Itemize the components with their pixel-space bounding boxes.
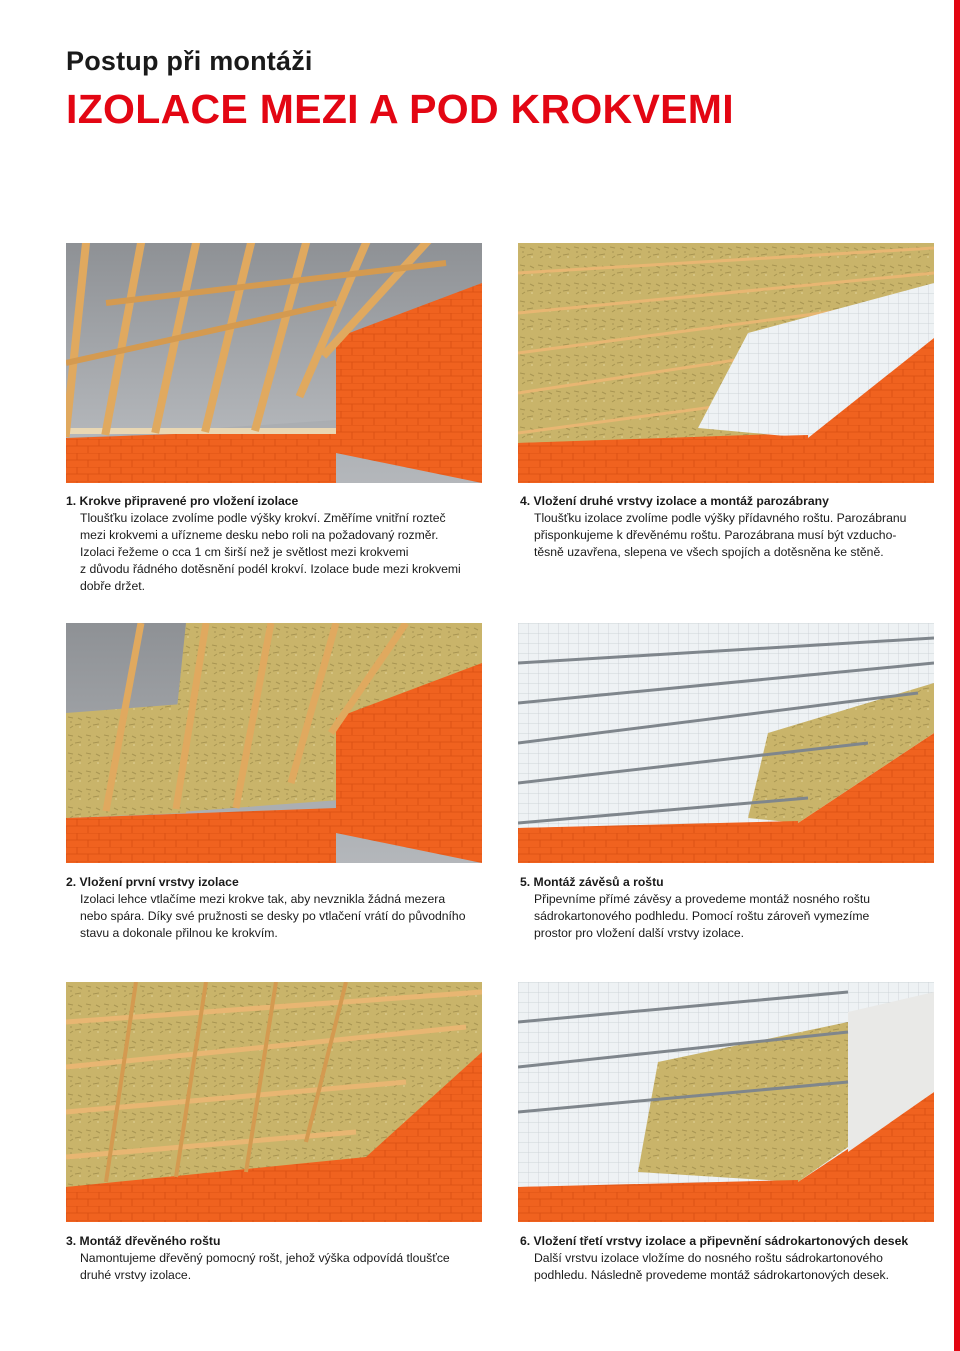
step-5-title: 5. Montáž závěsů a roštu xyxy=(520,875,664,889)
step-3-line: Namontujeme dřevěný pomocný rošt, jehož výška odpovídá tloušťce xyxy=(80,1251,450,1265)
step-2-line: nebo spára. Díky své pružnosti se desky po vtlačení vrátí do původního xyxy=(80,909,466,923)
step-1-line: dobře držet. xyxy=(80,579,146,593)
step-2-line: stavu a dokonale přilnou ke krokvím. xyxy=(80,926,278,940)
step-3-illustration xyxy=(66,982,482,1222)
step-2-line: Izolaci lehce vtlačíme mezi krokve tak, aby nevznikla žádná mezera xyxy=(80,892,446,906)
page-title: IZOLACE MEZI A POD KROKVEMI xyxy=(66,86,734,132)
step-4-line: přisponkujeme k dřevěnému roštu. Parozábrana musí být vzducho- xyxy=(534,528,897,542)
step-4-title: 4. Vložení druhé vrstvy izolace a montáž parozábrany xyxy=(520,494,829,508)
step-4-line: Tloušťku izolace zvolíme podle výšky přídavného roštu. Parozábranu xyxy=(534,511,907,525)
step-4-caption xyxy=(520,493,954,561)
step-6-title: 6. Vložení třetí vrstvy izolace a připevnění sádrokartonových desek xyxy=(520,1234,909,1248)
step-1-illustration xyxy=(66,243,482,483)
step-5-illustration xyxy=(518,623,934,863)
step-1-line: Izolaci řežeme o cca 1 cm širší než je světlost mezi krokvemi xyxy=(80,545,409,559)
step-3-line: druhé vrstvy izolace. xyxy=(80,1268,192,1282)
page-border xyxy=(954,0,960,1351)
step-1-line: Tloušťku izolace zvolíme podle výšky krokví. Změříme vnitřní rozteč xyxy=(80,511,446,525)
step-3-caption xyxy=(66,1233,500,1284)
step-2-caption xyxy=(66,874,500,942)
step-5-line: sádrokartonového podhledu. Pomocí roštu zároveň vymezíme xyxy=(534,909,870,923)
step-6-caption xyxy=(520,1233,954,1284)
step-6-line: podhledu. Následně provedeme montáž sádrokartonových desek. xyxy=(534,1268,890,1282)
step-2-illustration xyxy=(66,623,482,863)
step-5-line: Připevníme přímé závěsy a provedeme montáž nosného roštu xyxy=(534,892,871,906)
step-1-line: z důvodu řádného dotěsnění podél krokví. Izolace bude mezi krokvemi xyxy=(80,562,461,576)
step-2-title: 2. Vložení první vrstvy izolace xyxy=(66,875,239,889)
step-5-line: prostor pro vložení další vrstvy izolace. xyxy=(534,926,744,940)
step-1-caption xyxy=(66,493,500,595)
step-6-illustration xyxy=(518,982,934,1222)
step-1-line: mezi krokvemi a uřízneme desku nebo roli na požadovaný rozměr. xyxy=(80,528,439,542)
page-subtitle: Postup při montáži xyxy=(66,46,313,76)
step-5-caption xyxy=(520,874,954,942)
step-1-title: 1. Krokve připravené pro vložení izolace xyxy=(66,494,299,508)
step-6-line: Další vrstvu izolace vložíme do nosného roštu sádrokartonového xyxy=(534,1251,883,1265)
step-3-title: 3. Montáž dřevěného roštu xyxy=(66,1234,221,1248)
step-4-illustration xyxy=(518,243,934,483)
step-4-line: těsně uzavřena, slepena ve všech spojích a dotěsněna ke stěně. xyxy=(534,545,884,559)
